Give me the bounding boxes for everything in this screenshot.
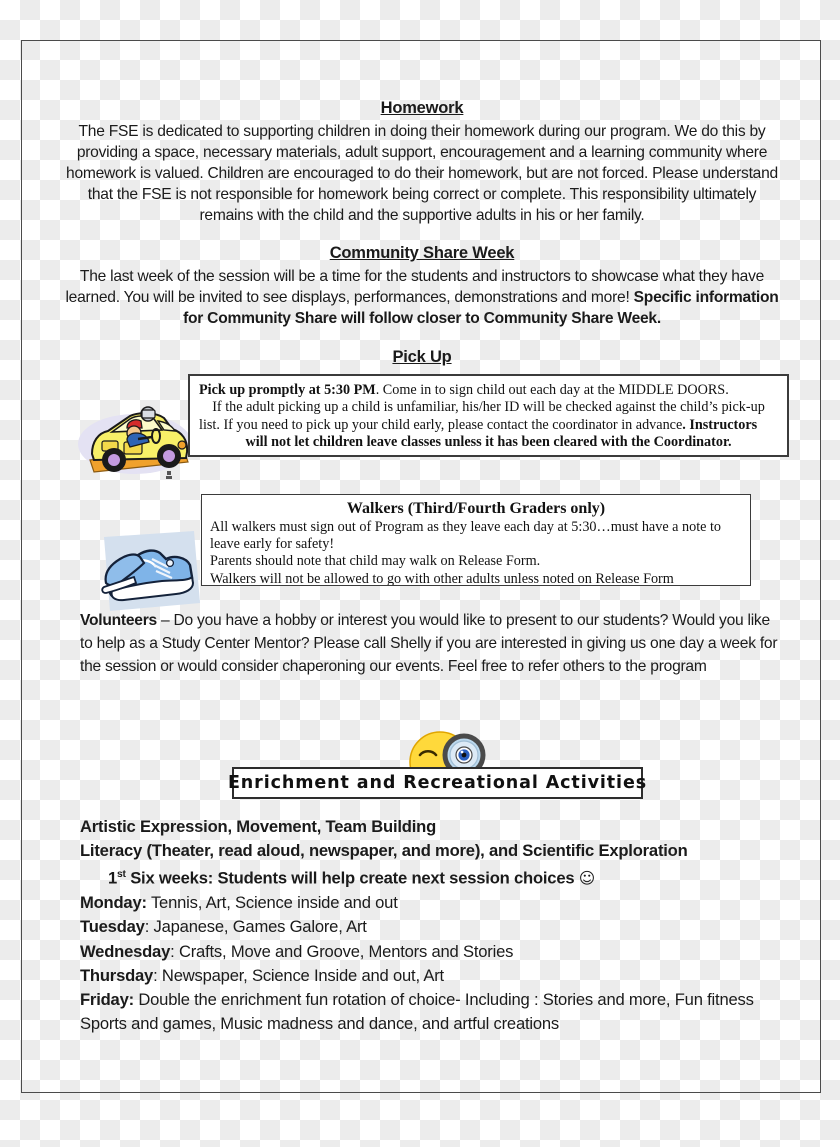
activity-line-artistic: Artistic Expression, Movement, Team Building [80, 817, 437, 836]
pickup-line-2: If the adult picking up a child is unfamiliar, his/her ID will be checked against the child’s pick-up [212, 399, 765, 416]
pickup-line-1-bold: Pick up promptly at 5:30 PM [199, 382, 376, 398]
activity-line-six-weeks [80, 863, 800, 891]
walkers-info-box [201, 494, 751, 586]
pickup-line-3-bold: . Instructors [682, 416, 758, 433]
schedule-activities-wednesday: : Crafts, Move and Groove, Mentors and Stories [170, 941, 514, 961]
pickup-line-3 [199, 417, 778, 434]
walkers-box-title: Walkers (Third/Fourth Graders only) [346, 500, 606, 517]
six-weeks-text: Six weeks: Students will help create next session choices [125, 868, 579, 888]
schedule-activities-thursday: : Newspaper, Science Inside and out, Art [153, 965, 444, 985]
page-sheet [21, 40, 821, 1093]
smiley-face-glyph: ☺ [578, 868, 596, 888]
pickup-line-3-normal: list. If you need to pick up your child early, please contact the coordinator in advance [199, 416, 683, 433]
schedule-row-wednesday [80, 940, 800, 964]
schedule-activities-friday: Double the enrichment fun rotation of choice- Including : Stories and more, Fun fitness Sports and games, Music madness and dance, and artful creations [80, 989, 754, 1034]
schedule-row-monday [80, 891, 800, 915]
walkers-line-4: Walkers will not be allowed to go with other adults unless noted on Release Form [210, 570, 674, 586]
community-share-heading: Community Share Week [329, 244, 515, 262]
homework-paragraph: The FSE is dedicated to supporting children in doing their homework during our program. We do this by providing a space, necessary materials, adult support, encouragement and a learning community where homework is valued. Children are encouraged to do their homework, but are not forced. Please understand that the FSE is not responsible for homework being correct or complete. This responsibility ultimately remains with the child and the supportive adults in his or her family. [66, 123, 778, 224]
pickup-info-box [188, 374, 789, 457]
enrichment-title-box [227, 767, 648, 799]
schedule-day-monday: Monday: [80, 893, 147, 913]
activity-line-literacy: Literacy (Theater, read aloud, newspaper, and more), and Scientific Exploration [80, 841, 688, 861]
walkers-line-1: All walkers must sign out of Program as they leave each day at 5:30…must have a note to [210, 519, 722, 535]
schedule-row-thursday [80, 964, 800, 988]
volunteers-text: – Do you have a hobby or interest you would like to present to our students? Would you like to help as a Study Center Mentor? Please call Shelly if you are interested in giving us one day a week for the session or would consider chaperoning our events. Feel free to refer others to the program [80, 612, 778, 675]
six-weeks-number: 1 [108, 868, 118, 888]
volunteers-label: Volunteers [80, 612, 157, 629]
walkers-line-2: leave early for safety! [210, 536, 335, 553]
schedule-day-friday: Friday: [80, 989, 134, 1009]
schedule-row-friday [80, 988, 800, 1036]
pickup-line-1 [199, 382, 778, 399]
schedule-activities-monday: Tennis, Art, Science inside and out [146, 893, 398, 913]
pickup-heading: Pick Up [392, 348, 452, 366]
schedule-day-wednesday: Wednesday [80, 941, 171, 961]
blue-sneakers-icon [90, 525, 208, 621]
pickup-line-1-rest: . Come in to sign child out each day at the MIDDLE DOORS. [375, 382, 729, 398]
page-content [22, 41, 822, 1094]
pickup-line-4 [199, 434, 778, 451]
volunteers-paragraph [80, 609, 780, 678]
schedule-activities-tuesday: : Japanese, Games Galore, Art [144, 917, 367, 937]
enrichment-title: Enrichment and Recreational Activities [227, 773, 648, 793]
community-share-paragraph [60, 266, 784, 329]
pickup-line-4-bold: will not let children leave classes unless it has been cleared with the Coordinator. [245, 434, 732, 451]
activities-list [80, 815, 800, 1036]
homework-heading: Homework [380, 99, 464, 117]
car-with-driver-icon [72, 402, 202, 490]
schedule-day-thursday: Thursday [80, 965, 154, 985]
community-share-text-normal: The last week of the session will be a time for the students and instructors to showcase what they have learned. You will be invited to see displays, performances, demonstrations and more! [65, 268, 765, 306]
schedule-row-tuesday [80, 915, 800, 939]
community-share-text-bold: Specific information for Community Share will follow closer to Community Share Week. [183, 289, 779, 327]
six-weeks-ordinal: st [117, 869, 126, 881]
schedule-day-tuesday: Tuesday [80, 917, 145, 937]
walkers-line-3: Parents should note that child may walk on Release Form. [210, 553, 541, 570]
